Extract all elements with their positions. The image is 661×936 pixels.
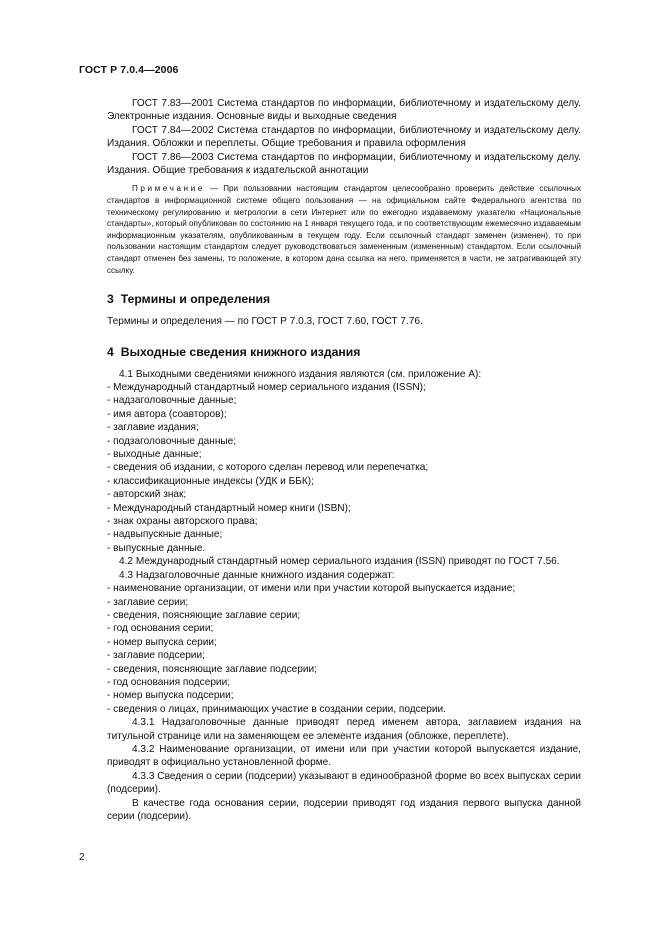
list-item: - имя автора (соавторов); [107, 408, 227, 420]
list-item: - сведения, поясняющие заглавие серии; [107, 609, 301, 621]
list-item: - выпускные данные. [107, 542, 206, 554]
list-item: - заглавие издания; [107, 422, 199, 434]
section-3-text: Термины и определения — по ГОСТ Р 7.0.3, ГОСТ 7.60, ГОСТ 7.76. [107, 316, 423, 328]
page-number: 2 [79, 852, 85, 863]
list-item: - выходные данные; [107, 449, 202, 461]
note-label: Примечание [132, 184, 205, 194]
list-item: - год основания серии; [107, 623, 214, 635]
section-4-heading [107, 344, 581, 360]
list-item: - год основания подсерии; [107, 676, 231, 688]
series-year-paragraph: В качестве года основания серии, подсерии приводят год издания первого выпуска данной серии (подсерии). [107, 797, 581, 822]
reference-note [107, 183, 581, 276]
section-4-body [107, 368, 581, 824]
clause-4-3-1: 4.3.1 Надзаголовочные данные приводят перед именем автора, заглавием издания на титульной странице или на заменяющем ее элементе издания (обложке, переплете). [107, 717, 581, 742]
list-item: - заглавие серии; [107, 596, 189, 608]
reference-gost-7-86: ГОСТ 7.86—2003 Система стандартов по информации, библиотечному и издательскому делу. Издания. Общие требования к издательской аннотации [107, 151, 581, 177]
section-3-heading [107, 291, 581, 307]
clause-4-2: 4.2 Международный стандартный номер сериального издания (ISSN) приводят по ГОСТ 7.56. [119, 556, 560, 568]
page-content [107, 97, 581, 823]
list-item: - подзаголовочные данные; [107, 435, 237, 447]
list-item: - номер выпуска серии; [107, 636, 217, 648]
clause-4-3: 4.3 Надзаголовочные данные книжного издания содержат: [119, 569, 395, 581]
list-item: - авторский знак; [107, 489, 187, 501]
list-item: - наименование организации, от имени или при участии которой выпускается издание; [107, 583, 516, 595]
section-3-title: Термины и определения [120, 292, 271, 307]
list-item: - заглавие подсерии; [107, 650, 205, 662]
section-3-number: 3 [107, 292, 114, 307]
list-item: - знак охраны авторского права; [107, 516, 258, 528]
list-item: - сведения, поясняющие заглавие подсерии; [107, 663, 317, 675]
clause-4-1: 4.1 Выходными сведениями книжного издания являются (см. приложение А): [119, 368, 482, 380]
page-header: ГОСТ Р 7.0.4—2006 [79, 64, 179, 76]
clause-4-3-3: 4.3.3 Сведения о серии (подсерии) указывают в единообразной форме во всех выпусках серии (подсерии). [107, 770, 581, 796]
list-item: - классификационные индексы (УДК и ББК); [107, 475, 314, 487]
list-item: - номер выпуска подсерии; [107, 690, 234, 702]
list-item: - надвыпускные данные; [107, 529, 223, 541]
list-item: - надзаголовочные данные; [107, 395, 237, 407]
reference-gost-7-84: ГОСТ 7.84—2002 Система стандартов по информации, библиотечному и издательскому делу. Издания. Обложки и переплеты. Общие требования и правила оформления [107, 124, 581, 150]
list-item: - Международный стандартный номер сериального издания (ISSN); [107, 382, 426, 393]
list-item: - сведения о лицах, принимающих участие в создании серии, подсерии. [107, 703, 446, 715]
section-4-title: Выходные сведения книжного издания [120, 344, 361, 359]
reference-gost-7-83: ГОСТ 7.83—2001 Система стандартов по информации, библиотечному и издательскому делу. Электронные издания. Основные виды и выходные сведения [107, 98, 581, 123]
section-4-number: 4 [107, 344, 114, 359]
note-text: — При пользовании настоящим стандартом целесообразно проверить действие ссылочных стандартов в информационной системе общего пользования — на официальном сайте Федерального агентства по техническому регулированию и метрологии в сети Интернет или по ежегодно издаваемому указателю «Национальные стандарты», который опубликован по состоянию на 1 января текущего года, и по соответствующим ежемесячно издаваемым информационным указателям, опубликованным в текущем году. Если ссылочный стандарт заменен (изменен), то при пользовании настоящим стандартом следует руководствоваться замененным (измененным) стандартом. Если ссылочный стандарт отменен без замены, то положение, в котором дана ссылка на него, применяется в части, не затрагивающей эту ссылку. [107, 184, 581, 275]
list-item: - сведения об издании, с которого сделан перевод или перепечатка; [107, 462, 429, 474]
clause-4-3-2: 4.3.2 Наименование организации, от имени или при участии которой выпускается издание, приводят в официально установленной форме. [107, 743, 581, 769]
list-item: - Международный стандартный номер книги (ISBN); [107, 502, 351, 514]
